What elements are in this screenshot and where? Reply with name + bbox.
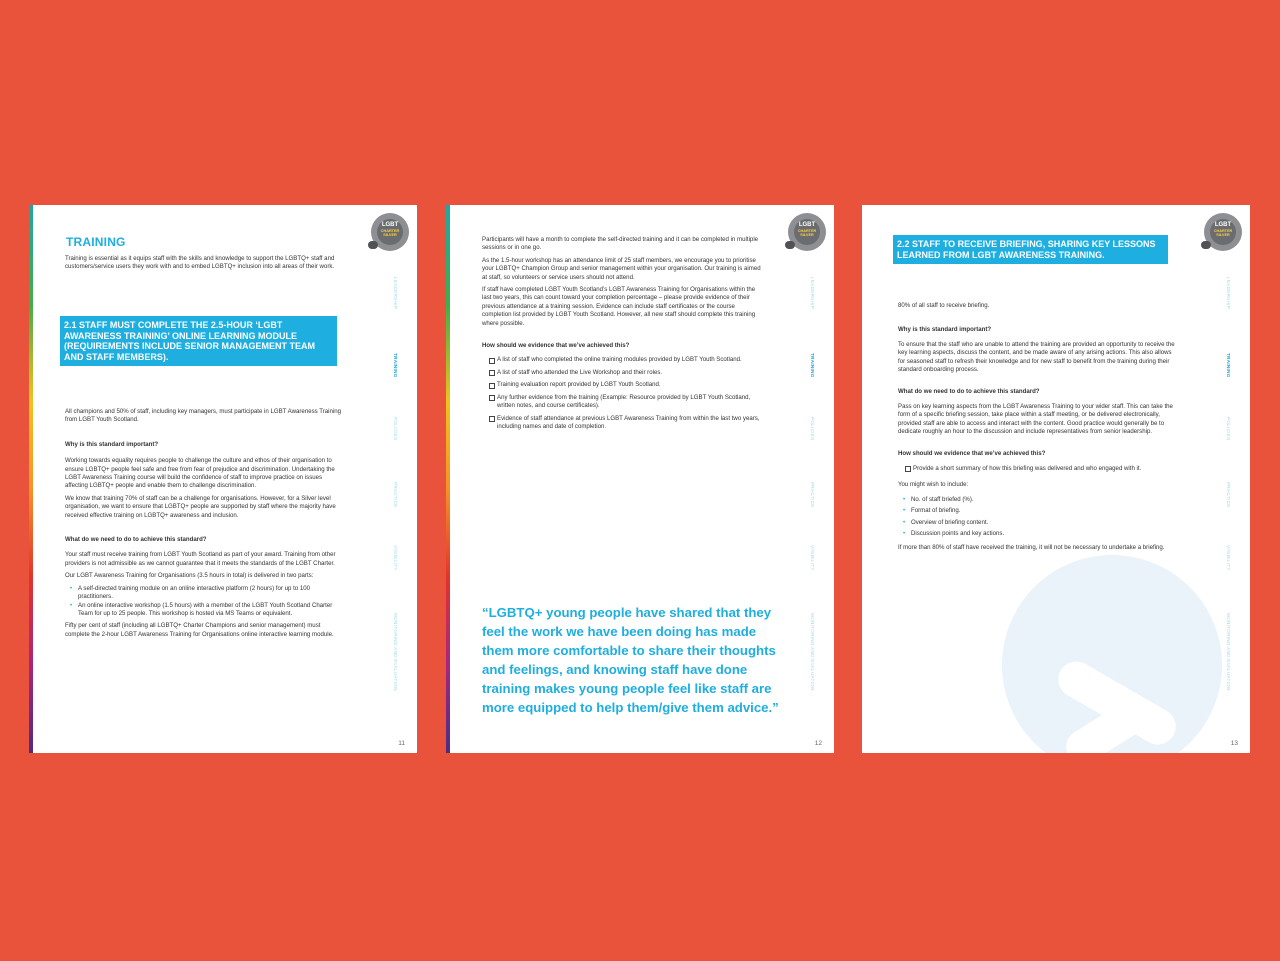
checklist-item: Training evaluation report provided by LGBT Youth Scotland. xyxy=(482,381,762,389)
badge-text: SILVER xyxy=(383,233,397,237)
list-item: • Overview of briefing content. xyxy=(898,517,1178,529)
why-paragraph: To ensure that the staff who are unable to attend the training are provided an opportunity to receive the key learning aspects, discuss the content, and be made aware of any arising actions. This also allows for seasoned staff to refresh their knowledge and for new staff to benefit from the training during their standard onboarding process. xyxy=(898,340,1175,374)
badge-text: LGBT xyxy=(798,222,816,228)
delivery-list xyxy=(65,585,345,619)
section-nav xyxy=(1226,277,1238,707)
page-13-body xyxy=(898,302,1178,556)
lgbt-charter-badge-icon xyxy=(1204,213,1242,251)
badge-text: LGBT xyxy=(1214,222,1232,228)
badge-text: LGBT xyxy=(381,222,399,228)
what-paragraph: Your staff must receive training from LGBT Youth Scotland as part of your award. Training from other providers is not admissible as we cannot guarantee that it meets the standards of the LGBT Charter. xyxy=(65,551,336,567)
nav-monitoring: MONITORING AND EVALUATION xyxy=(810,613,815,691)
nav-practice: PRACTICE xyxy=(393,482,398,508)
what-paragraph: Pass on key learning aspects from the LGBT Awareness Training to your wider staff. This can take the form of a specific briefing session, take place within a staff meeting, or be delivered electronically, provided staff are able to access and interact with the content. Good practice would generally be to dedicate roughly an hour to the discussion and include representatives from senior leadership. xyxy=(898,402,1173,436)
nav-visibility: VISIBILITY xyxy=(393,545,398,571)
checklist-item: Any further evidence from the training (Example: Resource provided by LGBT Youth Scotland, written notes, and course certificates). xyxy=(482,394,762,411)
pull-quote: “LGBTQ+ young people have shared that they feel the work we have been doing has made them more comfortable to share their thoughts and feelings, and knowing staff have done training makes young people feel like staff are more equipped to help them/give them advice.” xyxy=(482,605,779,715)
nav-leadership: LEADERSHIP xyxy=(393,277,398,310)
why-heading: Why is this standard important? xyxy=(65,440,159,448)
list-item: • A self-directed training module on an online interactive platform (2 hours) for up to 100 practitioners. xyxy=(65,585,345,602)
badge-text: CHARTER xyxy=(380,228,400,233)
what-paragraph: Fifty per cent of staff (including all LGBTQ+ Charter Champions and senior management) must complete the 2-hour LGBT Awareness Training for Organisations online interactive learning module. xyxy=(65,622,334,638)
list-item: • No. of staff briefed (%). xyxy=(898,494,1178,506)
rainbow-edge xyxy=(29,205,33,753)
page-number: 13 xyxy=(1230,740,1238,747)
rainbow-edge xyxy=(446,205,450,753)
list-item: • Discussion points and key actions. xyxy=(898,528,1178,540)
badge-text: CHARTER xyxy=(1213,228,1233,233)
why-paragraph: Working towards equality requires people to challenge the culture and ethos of their organisation to ensure LGBTQ+ people feel safe and free from fear of prejudice and discrimination. Undertaking the LGBT Awareness Training course will build the confidence of staff to improve practice on issues affecting LGBTQ+ people and enable them to challenge discrimination. xyxy=(65,457,335,490)
checklist-item: A list of staff who completed the online training modules provided by LGBT Youth Scotland. xyxy=(482,356,762,364)
badge-text: SILVER xyxy=(800,233,814,237)
nav-monitoring: MONITORING AND EVALUATION xyxy=(393,613,398,691)
intro-text: Training is essential as it equips staff with the skills and knowledge to support the LGBTQ+ staff and customers/service users they work with and to embed LGBTQ+ inclusion into all areas of their work. xyxy=(65,255,335,271)
why-heading: Why is this standard important? xyxy=(898,326,992,334)
checklist-item: Evidence of staff attendance at previous LGBT Awareness Training from within the last two years, including names and date of completion. xyxy=(482,415,762,432)
standard-2-1-body xyxy=(65,408,345,643)
nav-leadership: LEADERSHIP xyxy=(810,277,815,310)
document-page-13 xyxy=(862,205,1250,753)
page-number: 11 xyxy=(398,740,405,747)
what-paragraph: Our LGBT Awareness Training for Organisations (3.5 hours in total) is delivered in two parts: xyxy=(65,572,314,580)
paragraph: Participants will have a month to complete the self-directed training and it can be completed in multiple sessions or in one go. xyxy=(482,236,759,252)
checklist-item: A list of staff who attended the Live Workshop and their roles. xyxy=(482,369,762,377)
list-item: • Format of briefing. xyxy=(898,505,1178,517)
nav-training: TRAINING xyxy=(1226,353,1231,378)
evidence-heading: How should we evidence that we’ve achieved this? xyxy=(898,450,1046,458)
paragraph: As the 1.5-hour workshop has an attendance limit of 25 staff members, we encourage you to prioritise your LGBTQ+ Champion Group and senior management within your organisation. Our training is aimed at staff, so volunteers or service users should not attend. xyxy=(482,256,761,281)
page-12-body xyxy=(482,236,762,435)
nav-training: TRAINING xyxy=(810,353,815,378)
nav-monitoring: MONITORING AND EVALUATION xyxy=(1226,613,1231,691)
standard-2-2-box: 2.2 STAFF TO RECEIVE BRIEFING, SHARING KEY LESSONS LEARNED FROM LGBT AWARENESS TRAINING. xyxy=(893,235,1168,264)
checklist-item: Provide a short summary of how this briefing was delivered and who engaged with it. xyxy=(898,465,1178,473)
closing-paragraph: If more than 80% of staff have received the training, it will not be necessary to undertake a briefing. xyxy=(898,543,1165,551)
badge-text: SILVER xyxy=(1216,233,1230,237)
document-page-11 xyxy=(29,205,417,753)
page-number: 12 xyxy=(814,740,822,747)
requirement-text: All champions and 50% of staff, including key managers, must participate in LGBT Awareness Training from LGBT Youth Scotland. xyxy=(65,408,342,424)
evidence-checklist xyxy=(482,356,762,431)
nav-policies: POLICIES xyxy=(393,417,398,441)
nav-practice: PRACTICE xyxy=(810,482,815,508)
paragraph: If staff have completed LGBT Youth Scotland’s LGBT Awareness Training for Organisations within the last two years, this can count toward your completion percentage – please provide evidence of their previous attendance at a training session. Evidence can include staff certificates or the course completion list provided by LGBT Youth Scotland. However, all new staff should complete this training where possible. xyxy=(482,286,756,327)
nav-policies: POLICIES xyxy=(810,417,815,441)
what-heading: What do we need to do to achieve this standard? xyxy=(65,536,207,544)
page-title: TRAINING xyxy=(66,235,126,249)
nav-training: TRAINING xyxy=(393,353,398,378)
what-heading: What do we need to do to achieve this standard? xyxy=(898,388,1040,396)
evidence-heading: How should we evidence that we’ve achieved this? xyxy=(482,342,630,350)
evidence-checklist xyxy=(898,465,1178,473)
nav-leadership: LEADERSHIP xyxy=(1226,277,1231,310)
lgbt-charter-badge-icon xyxy=(371,213,409,251)
intro-block xyxy=(65,255,345,276)
nav-visibility: VISIBILITY xyxy=(1226,545,1231,571)
lgbt-charter-badge-icon xyxy=(788,213,826,251)
include-intro: You might wish to include: xyxy=(898,481,969,489)
include-list xyxy=(898,494,1178,540)
nav-visibility: VISIBILITY xyxy=(810,545,815,571)
why-paragraph: We know that training 70% of staff can be a challenge for organisations. However, for a Silver level organisation, we want to ensure that LGBTQ+ people are supported by staff where the majority have received effective training on LGBTQ+ awareness and inclusion. xyxy=(65,494,336,519)
badge-text: CHARTER xyxy=(797,228,817,233)
requirement-text: 80% of all staff to receive briefing. xyxy=(898,302,990,309)
standard-2-1-box: 2.1 STAFF MUST COMPLETE THE 2.5-HOUR ‘LGBT AWARENESS TRAINING’ ONLINE LEARNING MODULE (REQUIREMENTS INCLUDE SENIOR MANAGEMENT TEAM AND STAFF MEMBERS). xyxy=(60,316,337,366)
section-nav xyxy=(810,277,822,707)
list-item: • An online interactive workshop (1.5 hours) with a member of the LGBT Youth Scotland Charter Team for up to 25 people. This workshop is hosted via MS Teams or equivalent. xyxy=(65,602,345,619)
nav-policies: POLICIES xyxy=(1226,417,1231,441)
section-nav xyxy=(393,277,405,707)
document-page-12 xyxy=(446,205,834,753)
nav-practice: PRACTICE xyxy=(1226,482,1231,508)
